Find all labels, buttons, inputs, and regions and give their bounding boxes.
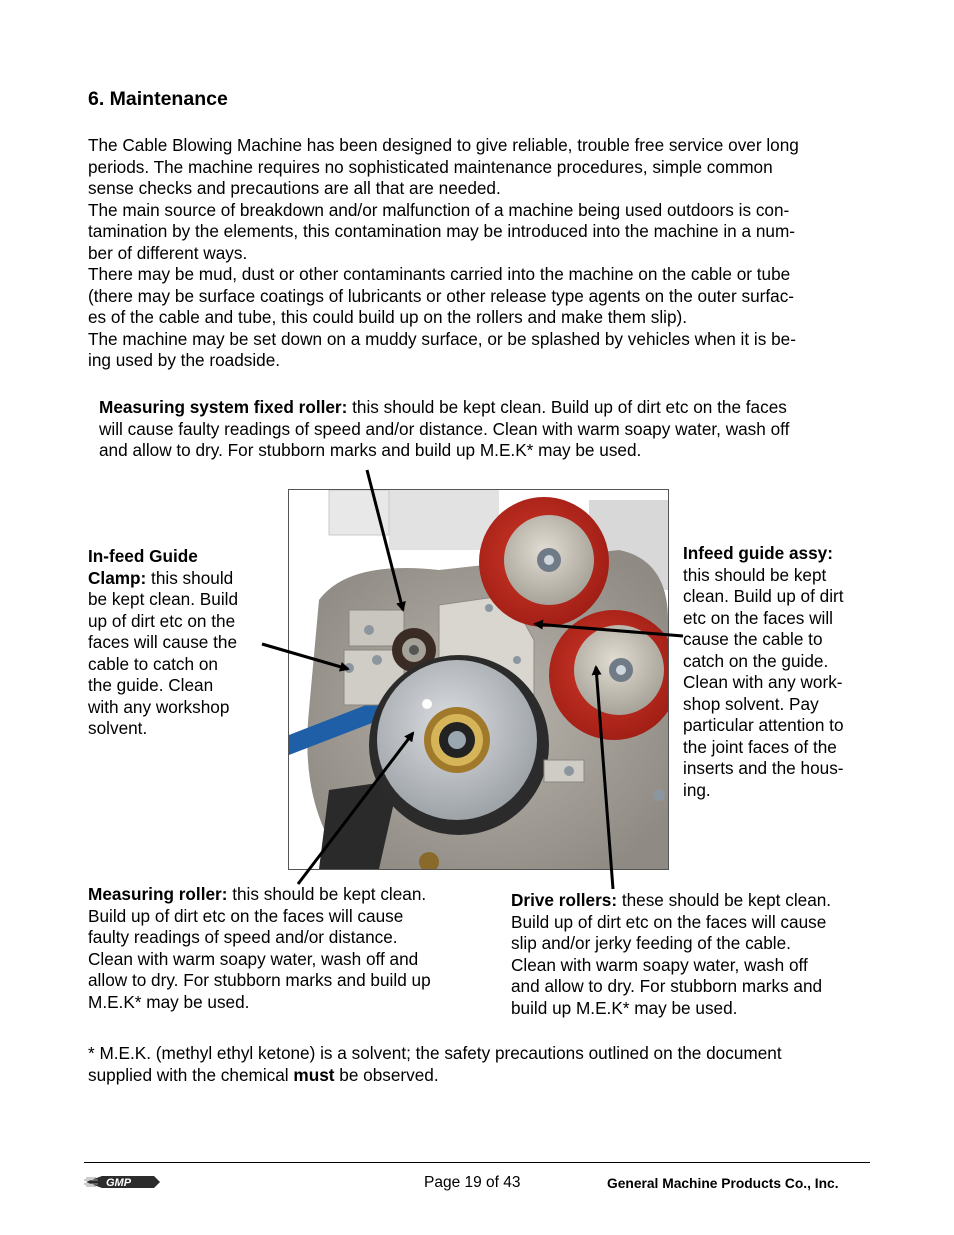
footnote-text: be observed. [334, 1064, 439, 1085]
logo-text: GMP [106, 1177, 132, 1189]
callout-text: this should be kept [683, 564, 827, 585]
intro-line: sense checks and precautions are all that are needed. [88, 178, 501, 198]
footnote-emphasis: must [293, 1064, 335, 1085]
callout-drive-rollers [511, 890, 831, 1019]
callout-text: the guide. Clean [88, 675, 214, 695]
callout-text: catch on the guide. [683, 650, 829, 671]
callout-label: Measuring roller: [88, 884, 228, 904]
callout-text: the joint faces of the [683, 736, 837, 757]
footer-rule [84, 1162, 870, 1163]
section-title: 6. Maintenance [88, 88, 228, 110]
callout-text: cause the cable to [683, 629, 823, 649]
callout-text: build up M.E.K* may be used. [511, 997, 738, 1018]
intro-line: tamination by the elements, this contamination may be introduced into the machine in a num- [88, 221, 795, 241]
callout-infeed-assy [683, 543, 844, 801]
intro-line: periods. The machine requires no sophisticated maintenance procedures, simple common [88, 156, 773, 177]
intro-line: ber of different ways. [88, 242, 248, 263]
callout-text: up of dirt etc on the [88, 610, 236, 631]
callout-label: Clamp: [88, 567, 147, 588]
intro-line: es of the cable and tube, this could build up on the rollers and make them slip). [88, 307, 688, 327]
callout-text: cable to catch on [88, 653, 218, 674]
callout-text: will cause faulty readings of speed and/or distance. Clean with warm soapy water, wash off [99, 418, 790, 439]
callout-text: Clean with warm soapy water, wash off and [88, 948, 419, 969]
callout-text: faulty readings of speed and/or distance. [88, 927, 398, 947]
intro-line: The machine may be set down on a muddy surface, or be splashed by vehicles when it is be- [88, 328, 796, 349]
callout-text: Build up of dirt etc on the faces will cause [88, 905, 404, 926]
footnote [88, 1043, 878, 1086]
callout-text: these should be kept clean. [617, 890, 832, 910]
callout-text: clean. Build up of dirt [683, 586, 844, 606]
callout-text: M.E.K* may be used. [88, 991, 250, 1012]
intro-line: The Cable Blowing Machine has been designed to give reliable, trouble free service over long [88, 135, 799, 155]
intro-paragraph [88, 135, 878, 372]
callout-text: this should be kept clean. Build up of dirt etc on the faces [347, 397, 787, 417]
company-name: General Machine Products Co., Inc. [607, 1176, 839, 1191]
callout-text: and allow to dry. For stubborn marks and build up M.E.K* may be used. [99, 440, 642, 460]
intro-line: There may be mud, dust or other contaminants carried into the machine on the cable or tube [88, 264, 791, 284]
callout-text: ing. [683, 779, 711, 800]
intro-line: ing used by the roadside. [88, 350, 281, 370]
callout-text: Build up of dirt etc on the faces will cause [511, 911, 827, 932]
gmp-logo-icon [84, 1170, 162, 1194]
callout-text: and allow to dry. For stubborn marks and [511, 976, 823, 996]
intro-line: The main source of breakdown and/or malfunction of a machine being used outdoors is con- [88, 199, 790, 220]
page-number: Page 19 of 43 [424, 1174, 521, 1191]
callout-text: be kept clean. Build [88, 589, 239, 609]
machine-photo [288, 489, 669, 870]
callout-text: inserts and the hous- [683, 758, 844, 778]
callout-label: Infeed guide assy: [683, 543, 833, 563]
callout-text: this should [146, 567, 234, 588]
callout-label: In-feed Guide [88, 546, 198, 566]
intro-line: (there may be surface coatings of lubricants or other release type agents on the outer surfac- [88, 285, 795, 306]
callout-text: this should be kept clean. [227, 884, 427, 904]
callout-text: with any workshop [88, 696, 230, 717]
machine-illustration [289, 490, 668, 869]
callout-text: slip and/or jerky feeding of the cable. [511, 933, 791, 953]
callout-text: allow to dry. For stubborn marks and build up [88, 970, 431, 990]
callout-label: Measuring system fixed roller: [99, 397, 348, 417]
callout-text: etc on the faces will [683, 607, 833, 628]
callout-infeed-clamp [88, 546, 238, 740]
callout-text: Clean with any work- [683, 672, 843, 692]
callout-text: shop solvent. Pay [683, 693, 819, 714]
callout-text: particular attention to [683, 715, 844, 735]
callout-fixed-roller [99, 397, 789, 462]
callout-text: Clean with warm soapy water, wash off [511, 954, 808, 975]
footnote-text: * M.E.K. (methyl ethyl ketone) is a solvent; the safety precautions outlined on the document [88, 1043, 782, 1063]
footnote-text: supplied with the chemical [88, 1064, 294, 1085]
callout-label: Drive rollers: [511, 890, 618, 910]
callout-text: solvent. [88, 718, 148, 738]
callout-measuring-roller [88, 884, 431, 1013]
callout-text: faces will cause the [88, 632, 238, 652]
